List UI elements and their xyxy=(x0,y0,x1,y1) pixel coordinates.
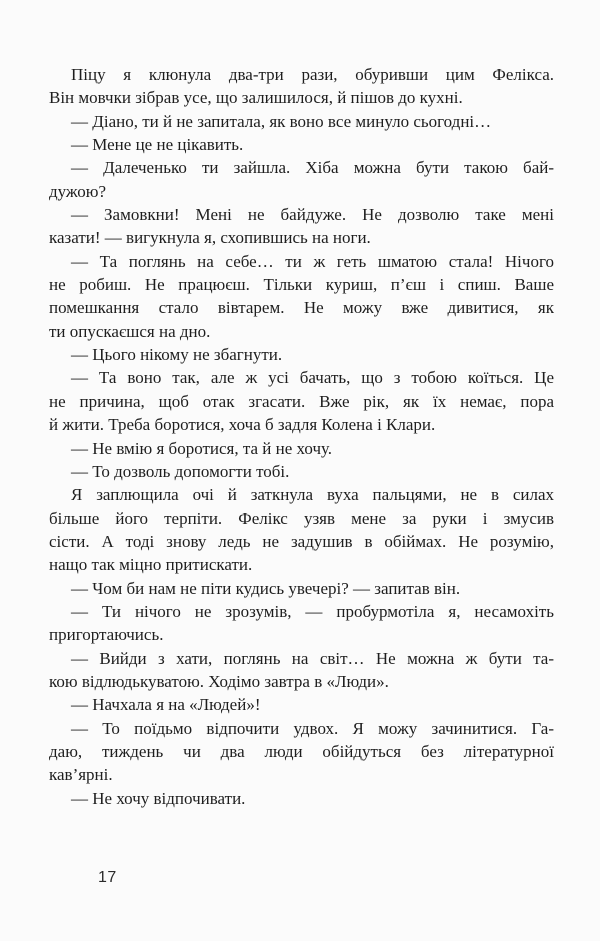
text-line: — Чом би нам не піти кудись увечері? — запитав він. xyxy=(71,578,461,598)
text-line: пригортаючись. xyxy=(49,625,164,645)
text-line: сісти. А тоді знову ледь не задушив в обіймах. Не розумію, xyxy=(49,531,554,551)
page-number: 17 xyxy=(98,869,117,886)
text-line: помешкання стало вівтарем. Не можу вже дивитися, як xyxy=(49,298,554,318)
text-line: більше його терпіти. Фелікс узяв мене за руки і змусив xyxy=(49,508,554,528)
text-line: — Та воно так, але ж усі бачать, що з тобою коїться. Це xyxy=(71,368,554,388)
text-line: даю, тиждень чи два люди обійдуться без літературної xyxy=(49,741,554,761)
text-line: — Замовкни! Мені не байдуже. Не дозволю таке мені xyxy=(71,205,554,225)
text-line: — Діано, ти й не запитала, як воно все минуло сьогодні… xyxy=(71,111,492,131)
text-line: — Та поглянь на себе… ти ж геть шматою стала! Нічого xyxy=(71,251,554,271)
text-line: — Мене це не цікавить. xyxy=(71,135,244,155)
text-line: нащо так міцно притискати. xyxy=(49,555,253,575)
text-line: — Не вмію я боротися, та й не хочу. xyxy=(71,438,333,458)
text-line: кою відлюдькуватою. Ходімо завтра в «Люди». xyxy=(49,671,389,691)
text-line: — Цього нікому не збагнути. xyxy=(71,345,283,365)
text-line: — Далеченько ти зайшла. Хіба можна бути такою бай- xyxy=(71,158,554,178)
text-line: Піцу я клюнула два-три рази, обуривши цим Фелікса. xyxy=(71,65,554,84)
text-line: — Ти нічого не зрозумів, — пробурмотіла я, несамохіть xyxy=(71,601,554,621)
text-line: не причина, щоб отак згасати. Вже рік, як їх немає, пора xyxy=(49,391,554,411)
text-line: не робиш. Не працюєш. Тільки куриш, п’єш і спиш. Ваше xyxy=(49,275,554,295)
text-line: ти опускаєшся на дно. xyxy=(49,321,211,341)
text-line: й жити. Треба боротися, хоча б задля Колена і Клари. xyxy=(49,415,436,435)
text-line: — Вийди з хати, поглянь на світ… Не можна ж бути та- xyxy=(71,648,554,668)
text-line: Він мовчки зібрав усе, що залишилося, й пішов до кухні. xyxy=(49,88,463,108)
text-line: — Начхала я на «Людей»! xyxy=(71,695,261,715)
text-line: — То дозволь допомогти тобі. xyxy=(71,461,290,481)
text-block xyxy=(49,63,554,810)
text-line: Я заплющила очі й заткнула вуха пальцями, не в силах xyxy=(71,485,554,505)
text-line: дужою? xyxy=(49,181,106,201)
text-line: — То поїдьмо відпочити удвох. Я можу зачинитися. Га- xyxy=(71,718,554,738)
text-line: кав’ярні. xyxy=(49,765,113,785)
text-line: казати! — вигукнула я, схопившись на ноги. xyxy=(49,228,371,248)
text-line: — Не хочу відпочивати. xyxy=(71,788,246,808)
